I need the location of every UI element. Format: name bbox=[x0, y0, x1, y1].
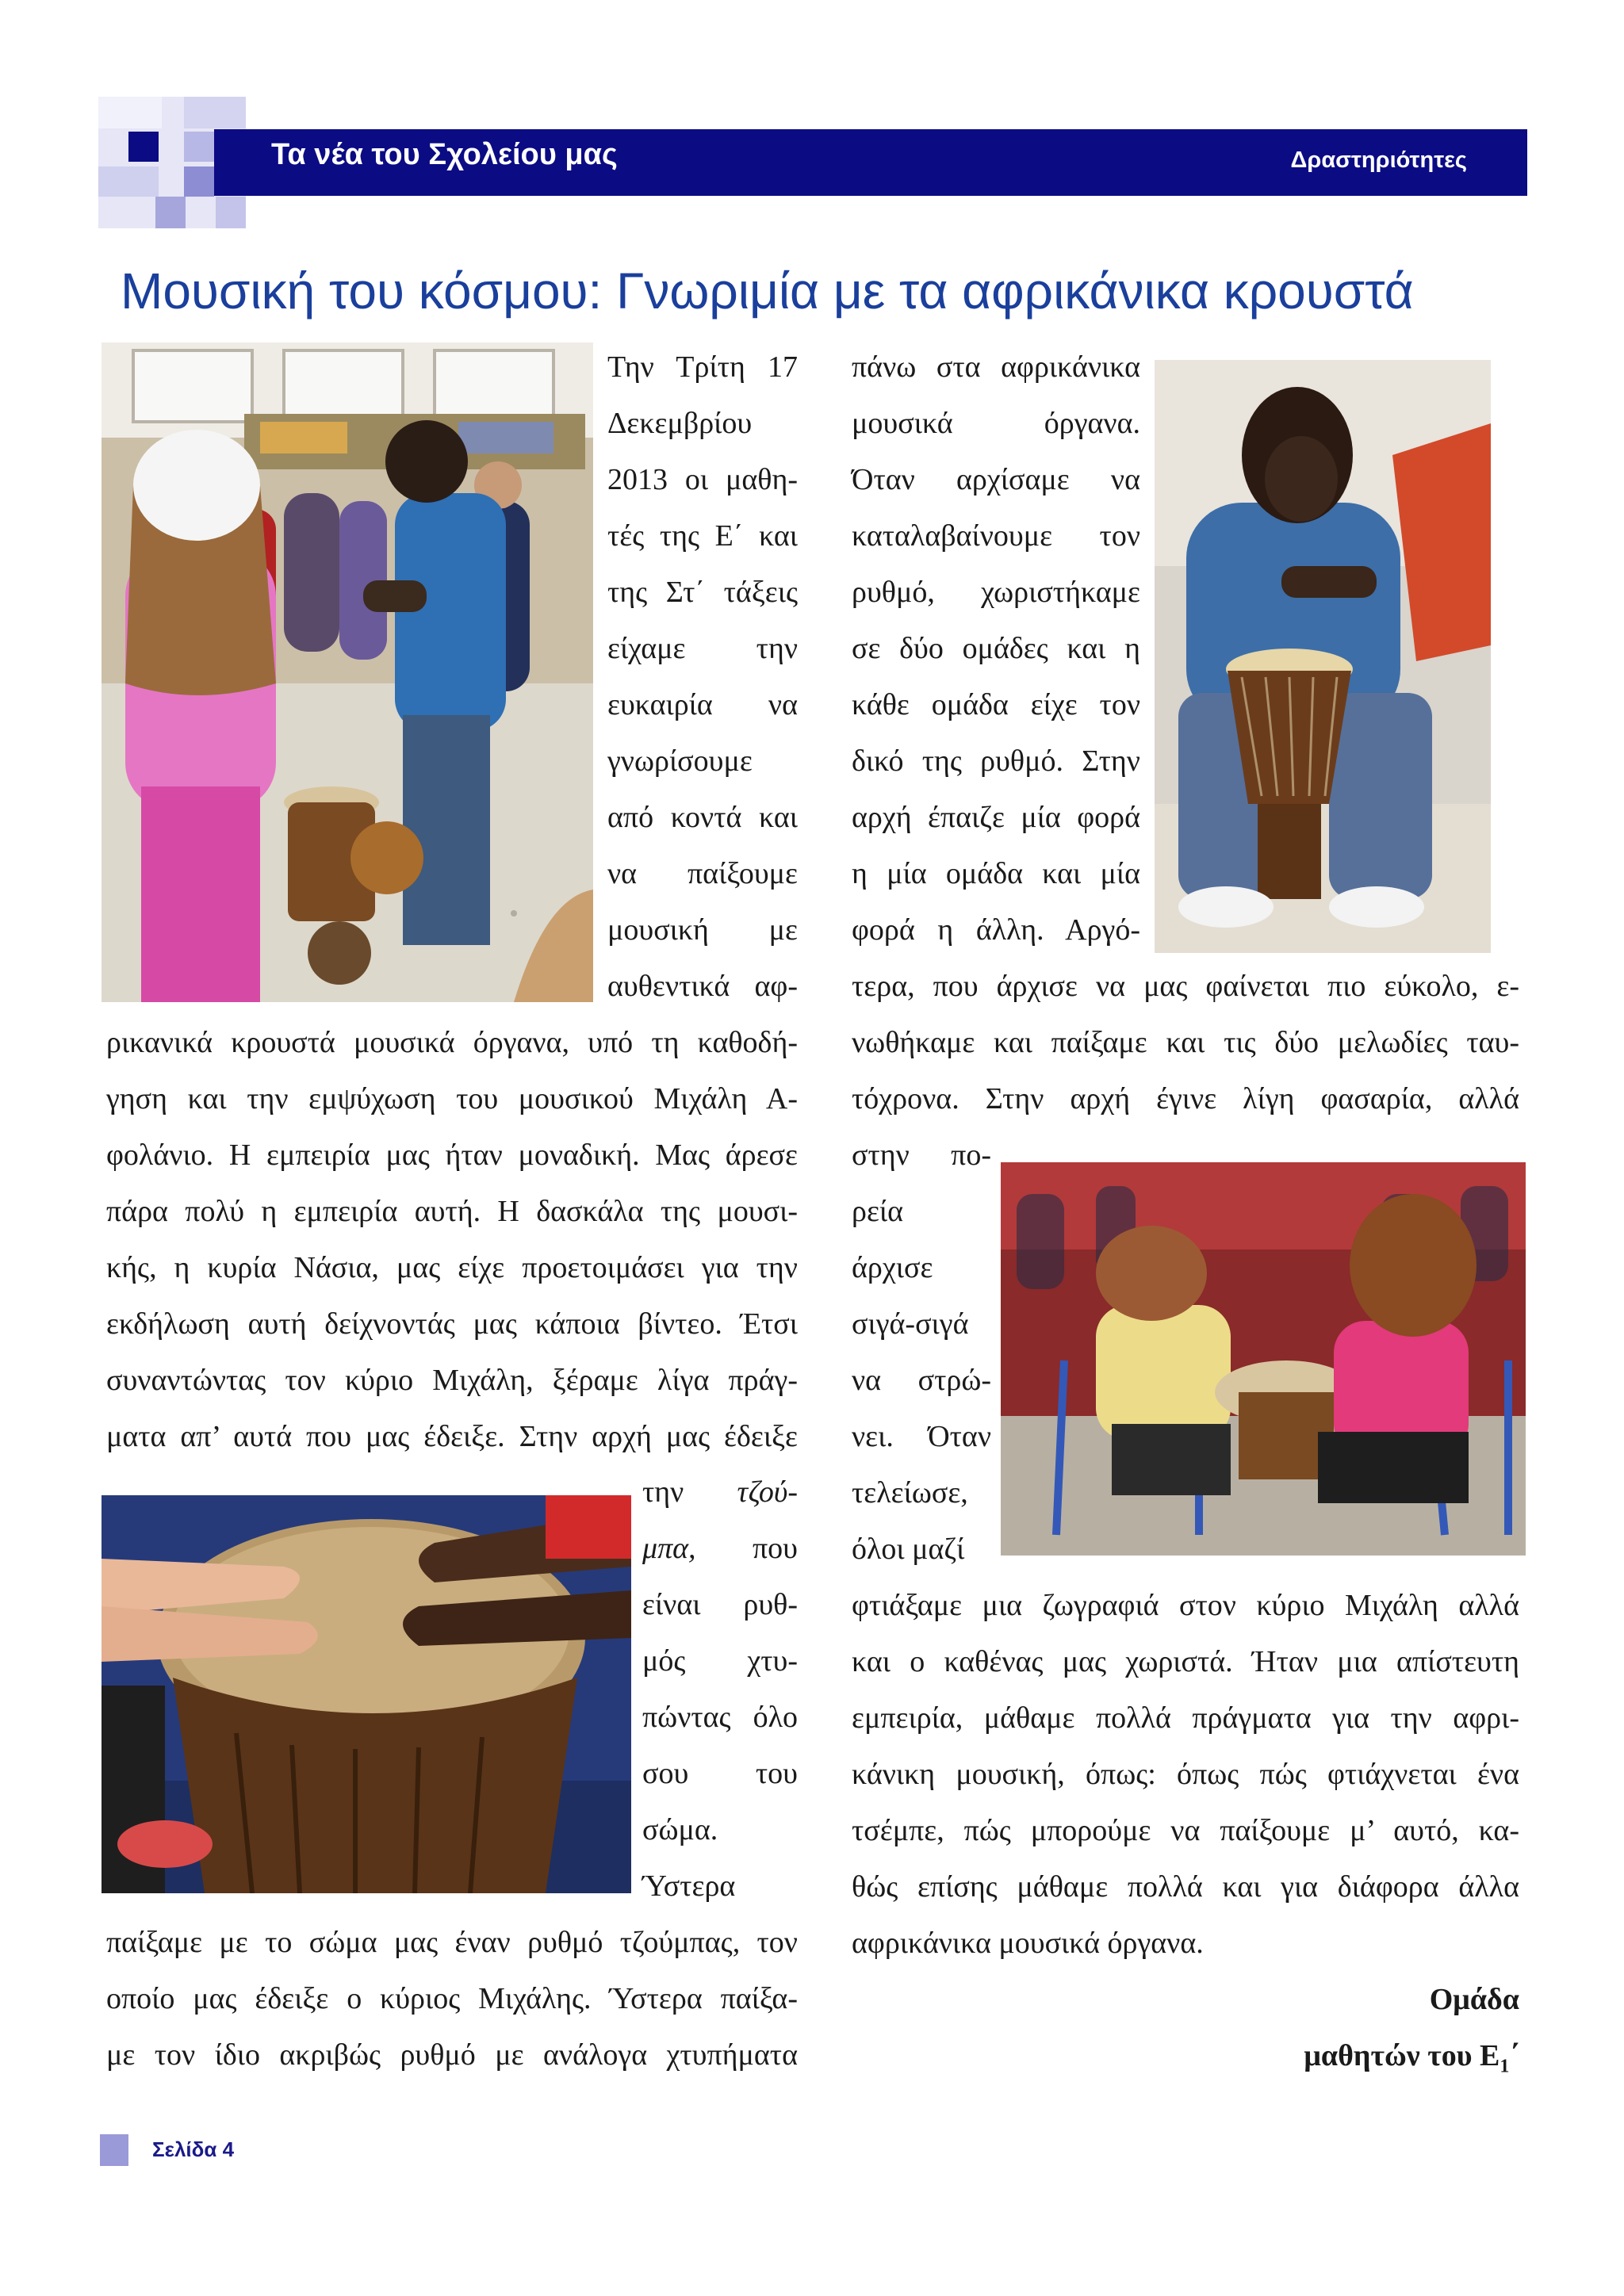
decor-square bbox=[216, 197, 246, 228]
text-line: τερα, που άρχισε να μας φαίνεται πιο εύκολο, ε- bbox=[852, 970, 1519, 1003]
decor-square bbox=[155, 197, 186, 228]
text-line: αρχή έπαιζε μία φορά bbox=[852, 801, 1140, 834]
text-line: κάθε ομάδα είχε τον bbox=[852, 688, 1140, 721]
text-line: να στρώ- bbox=[852, 1364, 991, 1397]
text-italic-word: μπα, bbox=[642, 1532, 696, 1565]
text-line: άρχισε bbox=[852, 1251, 933, 1284]
text-line: μουσική με bbox=[607, 913, 798, 947]
text-word: που bbox=[753, 1532, 798, 1565]
signature-line: Ομάδα bbox=[1429, 1983, 1519, 2016]
newsletter-title: Τα νέα του Σχολείου μας bbox=[271, 138, 618, 171]
photo-girls-playing-drum bbox=[1001, 1162, 1526, 1556]
text-line: Ύστερα bbox=[642, 1869, 736, 1903]
text-line: σώμα. bbox=[642, 1813, 718, 1846]
signature-subscript: 1 bbox=[1500, 2056, 1510, 2077]
text-line: φτιάξαμε μια ζωγραφιά στον κύριο Μιχάλη αλλά bbox=[852, 1589, 1519, 1622]
text-line: παίξαμε με το σώμα μας έναν ρυθμό τζούμπας, τον bbox=[106, 1926, 798, 1959]
article-title: Μουσική του κόσμου: Γνωριμία με τα αφρικάνικα κρουστά bbox=[121, 262, 1414, 320]
signature-mark: ΄ bbox=[1509, 2039, 1519, 2072]
text-line: οποίο μας έδειξε ο κύριος Μιχάλης. Ύστερα παίξα- bbox=[106, 1982, 798, 2015]
text-line: κής, η κυρία Νάσια, μας είχε προετοιμάσει για την bbox=[106, 1251, 798, 1284]
col2-text-mid bbox=[852, 959, 1519, 1127]
text-line: να παίξουμε bbox=[607, 857, 798, 890]
decor-square bbox=[184, 166, 214, 197]
text-line: από κοντά και bbox=[607, 801, 798, 834]
page-number: Σελίδα 4 bbox=[152, 2137, 235, 2161]
text-line: καταλαβαίνουμε τον bbox=[852, 519, 1140, 553]
text-line: τές της Ε΄ και bbox=[607, 519, 798, 553]
text-line: ρικανικά κρουστά μουσικά όργανα, υπό τη καθοδή- bbox=[106, 1026, 798, 1059]
section-label: Δραστηριότητες bbox=[1290, 147, 1467, 173]
col1-text-beside-photo4 bbox=[642, 1464, 798, 1915]
text-line: κάνικη μουσική, όπως: όπως πώς φτιάχνεται ένα bbox=[852, 1758, 1519, 1791]
text-line: στην πο- bbox=[852, 1138, 991, 1172]
text-line: τόχρονα. Στην αρχή έγινε λίγη φασαρία, αλλά bbox=[852, 1082, 1519, 1115]
text-line: νωθήκαμε και παίξαμε και τις δύο μελωδίες ταυ- bbox=[852, 1026, 1519, 1059]
text-line: γηση και την εμψύχωση του μουσικού Μιχάλη Α- bbox=[106, 1082, 798, 1115]
col2-text-beside-photo3 bbox=[852, 1127, 991, 1578]
text-line: Όταν αρχίσαμε να bbox=[852, 463, 1140, 496]
text-word: την bbox=[642, 1475, 684, 1509]
text-line: συναντώντας τον κύριο Μιχάλη, ξέραμε λίγα πράγ- bbox=[106, 1364, 798, 1397]
text-line: ρυθμό, χωριστήκαμε bbox=[852, 576, 1140, 609]
text-line: και ο καθένας μας χωριστά. Ήταν μια απίστευτη bbox=[852, 1645, 1519, 1678]
photo-hands-on-drum bbox=[102, 1495, 631, 1893]
signature-text: μαθητών του Ε bbox=[1304, 2039, 1500, 2072]
text-line: ματα απ’ αυτά που μας έδειξε. Στην αρχή μας έδειξε bbox=[106, 1420, 798, 1453]
text-line: μός χτυ- bbox=[642, 1644, 798, 1678]
text-line: της Στ΄ τάξεις bbox=[607, 576, 798, 609]
text-line bbox=[642, 1521, 798, 1577]
text-line: πώντας όλο bbox=[642, 1701, 798, 1734]
text-line: εκδήλωση αυτή δείχνοντάς μας κάποια βίντεο. Έτσι bbox=[106, 1307, 798, 1341]
text-line: δικό της ρυθμό. Στην bbox=[852, 744, 1140, 778]
text-line: ρεία bbox=[852, 1195, 904, 1228]
text-line: Την Τρίτη 17 bbox=[607, 350, 798, 384]
col2-text-bottom bbox=[852, 1578, 1519, 2084]
decor-square bbox=[98, 97, 162, 128]
text-line: μουσικά όργανα. bbox=[852, 407, 1140, 440]
decor-square bbox=[184, 132, 214, 162]
col2-text-beside-photo2 bbox=[852, 339, 1140, 959]
text-line: είχαμε την bbox=[607, 632, 798, 665]
text-line: φολάνιο. Η εμπειρία μας ήταν μοναδική. Μας άρεσε bbox=[106, 1138, 798, 1172]
decor-square bbox=[128, 132, 159, 162]
text-line: φορά η άλλη. Αργό- bbox=[852, 913, 1140, 947]
text-line: σιγά-σιγά bbox=[852, 1307, 969, 1341]
text-line: πάρα πολύ η εμπειρία αυτή. Η δασκάλα της μουσι- bbox=[106, 1195, 798, 1228]
col1-text-full bbox=[106, 1015, 798, 1465]
text-line: τσέμπε, πώς μπορούμε να παίξουμε μ’ αυτό, κα- bbox=[852, 1814, 1519, 1847]
col1-text-beside-photo1 bbox=[607, 339, 798, 1015]
text-line: 2013 οι μαθη- bbox=[607, 463, 798, 496]
text-line: νει. Όταν bbox=[852, 1420, 991, 1453]
text-line: πάνω στα αφρικάνικα bbox=[852, 350, 1140, 384]
decor-square bbox=[98, 166, 159, 197]
text-line: σου του bbox=[642, 1757, 798, 1790]
text-line: η μία ομάδα και μία bbox=[852, 857, 1140, 890]
text-italic-word: τζού- bbox=[737, 1475, 798, 1509]
text-line: με τον ίδιο ακριβώς ρυθμό με ανάλογα χτυπήματα bbox=[106, 2038, 798, 2072]
text-line: αυθεντικά αφ- bbox=[607, 970, 798, 1003]
text-line: εμπειρία, μάθαμε πολλά πράγματα για την αφρι- bbox=[852, 1701, 1519, 1735]
decor-square bbox=[184, 97, 246, 128]
text-line: σε δύο ομάδες και η bbox=[852, 632, 1140, 665]
text-line bbox=[642, 1464, 798, 1521]
text-line: ευκαιρία να bbox=[607, 688, 798, 721]
signature-line bbox=[852, 2028, 1519, 2084]
text-line: τελείωσε, bbox=[852, 1476, 968, 1510]
photo-class-with-musician bbox=[102, 342, 593, 1002]
photo-musician-djembe bbox=[1155, 360, 1491, 953]
text-line: είναι ρυθ- bbox=[642, 1588, 798, 1621]
footer-square bbox=[100, 2134, 128, 2166]
col1-text-bottom bbox=[106, 1915, 798, 2084]
text-line: γνωρίσουμε bbox=[607, 744, 753, 778]
text-line: αφρικάνικα μουσικά όργανα. bbox=[852, 1927, 1204, 1960]
text-line: θώς επίσης μάθαμε πολλά και για διάφορα άλλα bbox=[852, 1870, 1519, 1904]
text-line: Δεκεμβρίου bbox=[607, 407, 753, 440]
text-line: όλοι μαζί bbox=[852, 1533, 965, 1566]
